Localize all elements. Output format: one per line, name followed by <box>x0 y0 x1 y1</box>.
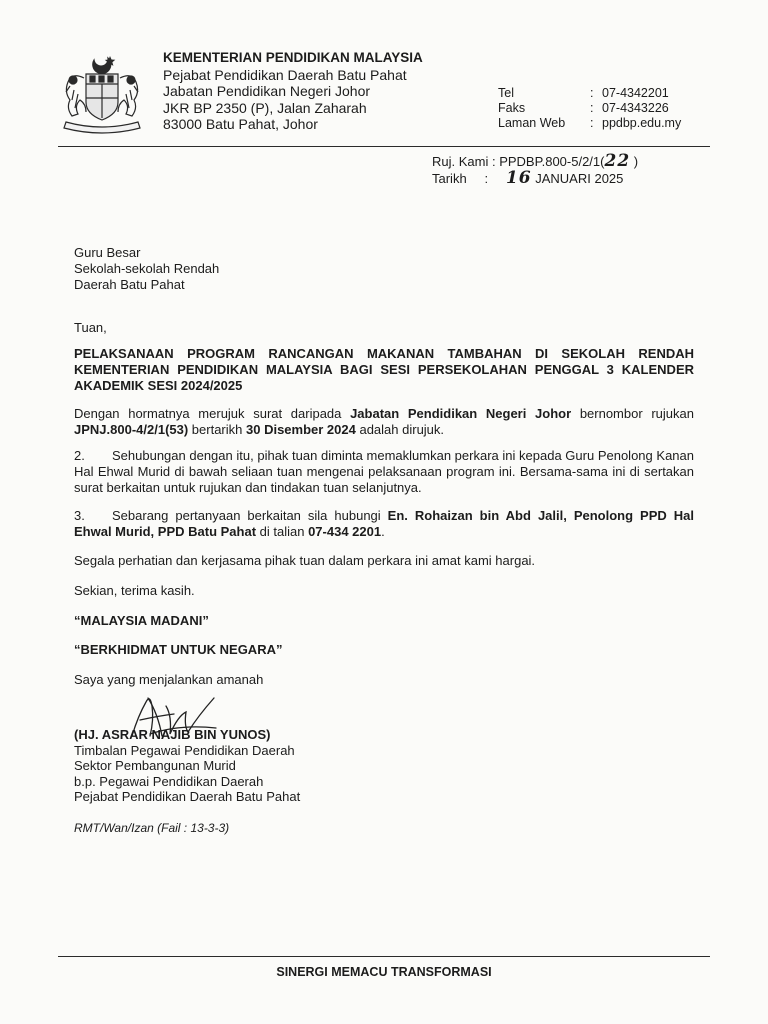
date-month-year: JANUARI 2025 <box>535 171 624 186</box>
jata-negara-crest-icon <box>58 50 146 134</box>
fax-value: 07-4343226 <box>602 101 669 115</box>
slogan-malaysia-madani: “MALAYSIA MADANI” <box>74 613 209 628</box>
web-colon: : <box>590 116 594 130</box>
date-handwritten-day: 16 <box>505 168 532 188</box>
para2-number: 2. <box>74 448 85 463</box>
recipient-line-2: Sekolah-sekolah Rendah <box>74 261 220 276</box>
reference-block <box>432 153 638 187</box>
footer-divider <box>58 956 710 957</box>
trust-line: Saya yang menjalankan amanah <box>74 672 264 687</box>
department-name: Jabatan Pendidikan Negeri Johor <box>163 83 371 99</box>
tel-row <box>498 86 681 101</box>
ruj-label: Ruj. Kami : <box>432 154 496 169</box>
para3-text-a: Sebarang pertanyaan berkaitan sila hubungi <box>112 508 388 523</box>
ministry-name: KEMENTERIAN PENDIDIKAN MALAYSIA <box>163 50 423 65</box>
signatory-title-1: Timbalan Pegawai Pendidikan Daerah <box>74 742 295 758</box>
closing-line: Sekian, terima kasih. <box>74 583 195 598</box>
slogan-berkhidmat: “BERKHIDMAT UNTUK NEGARA” <box>74 642 283 657</box>
subject-heading: PELAKSANAAN PROGRAM RANCANGAN MAKANAN TAMBAHAN DI SEKOLAH RENDAH KEMENTERIAN PENDIDIKAN MALAYSIA BAGI SESI PERSEKOLAHAN PENGGAL 3 KALENDER AKADEMIK SESI 2024/2025 <box>74 346 694 393</box>
fax-label: Faks <box>498 101 526 115</box>
ruj-close: ) <box>633 154 639 169</box>
web-row <box>498 116 681 131</box>
signatory-name: (HJ. ASRAR NAJIB BIN YUNOS) <box>74 727 271 742</box>
letterhead-organization <box>163 50 423 133</box>
paragraph-2 <box>74 448 694 496</box>
para1-text-c: bernombor rujukan <box>571 406 694 421</box>
para3-contact-person: En. Rohaizan bin Abd Jalil, Penolong PPD Hal Ehwal Murid, PPD Batu Pahat <box>74 508 695 539</box>
ruj-handwritten-number: 22 <box>604 151 631 171</box>
file-reference: RMT/Wan/Izan (Fail : 13-3-3) <box>74 821 230 835</box>
address-line-2: 83000 Batu Pahat, Johor <box>163 116 318 132</box>
signatory-title-2: Sektor Pembangunan Murid <box>74 758 236 773</box>
para3-text-e: . <box>381 524 385 539</box>
web-label: Laman Web <box>498 116 566 130</box>
letterhead-contact <box>498 86 681 131</box>
recipient-line-1: Guru Besar <box>74 245 141 260</box>
salutation: Tuan, <box>74 320 107 335</box>
signatory-title-3: b.p. Pegawai Pendidikan Daerah <box>74 773 264 789</box>
address-line-1: JKR BP 2350 (P), Jalan Zaharah <box>163 99 367 116</box>
para1-text-e: bertarikh <box>188 422 246 437</box>
signatory-title-4: Pejabat Pendidikan Daerah Batu Pahat <box>74 789 301 804</box>
para1-text-a: Dengan hormatnya merujuk surat daripada <box>74 406 351 421</box>
tel-colon: : <box>590 86 594 100</box>
para1-reference-number: JPNJ.800-4/2/1(53) <box>74 422 189 437</box>
tel-value: 07-4342201 <box>602 86 669 100</box>
para3-text-c: di talian <box>256 524 309 539</box>
office-name: Pejabat Pendidikan Daerah Batu Pahat <box>163 66 407 83</box>
paragraph-3 <box>74 508 694 540</box>
para3-phone: 07-434 2201 <box>308 524 382 539</box>
tel-label: Tel <box>498 86 514 100</box>
recipient-address <box>74 245 219 293</box>
ruj-value: PPDBP.800-5/2/1( <box>499 154 605 169</box>
recipient-line-3: Daerah Batu Pahat <box>74 277 185 292</box>
para3-number: 3. <box>74 508 85 523</box>
reference-line <box>432 153 638 170</box>
para2-text: Sehubungan dengan itu, pihak tuan diminta memaklumkan perkara ini kepada Guru Penolong Kanan Hal Ehwal Murid di bawah seliaan tuan mengenai pelaksanaan program ini. Bersama-sama ini di sertakan surat berkaitan untuk rujukan dan tindakan tuan selanjutnya. <box>74 448 694 495</box>
para1-date: 30 Disember 2024 <box>246 422 356 437</box>
paragraph-1 <box>74 406 694 438</box>
web-value: ppdbp.edu.my <box>602 116 682 130</box>
para1-department: Jabatan Pendidikan Negeri Johor <box>350 406 572 421</box>
header-divider <box>58 146 710 147</box>
fax-row <box>498 101 681 116</box>
paragraph-4: Segala perhatian dan kerjasama pihak tuan dalam perkara ini amat kami hargai. <box>74 553 536 568</box>
date-line <box>432 170 638 187</box>
date-label: Tarikh <box>432 171 467 186</box>
fax-colon: : <box>590 101 594 115</box>
date-colon: : <box>484 171 489 186</box>
footer-motto: SINERGI MEMACU TRANSFORMASI <box>276 965 492 979</box>
para1-text-g: adalah dirujuk. <box>355 422 445 437</box>
signatory-block <box>74 727 694 805</box>
